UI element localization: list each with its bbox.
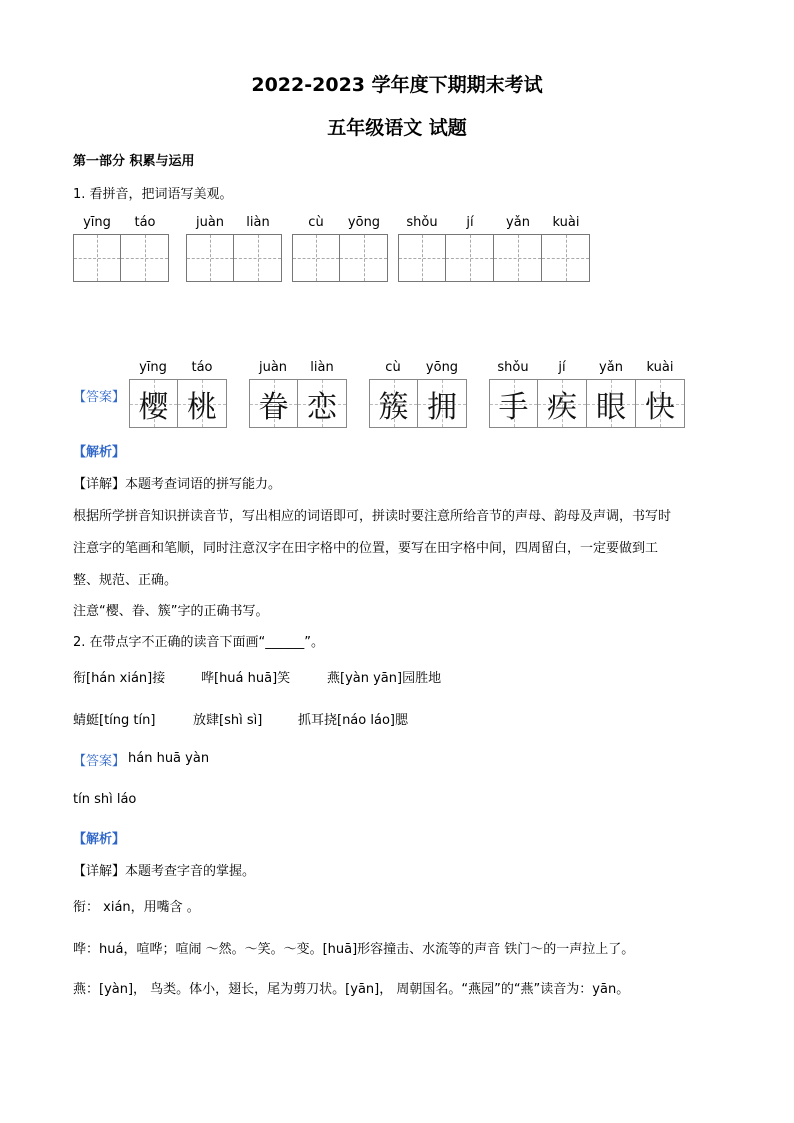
option-item: 蜻蜓[tíng tín] [73, 713, 156, 728]
pinyin-label: kuài [552, 215, 580, 230]
pinyin-label: jí [558, 360, 566, 375]
answer-word [369, 379, 467, 428]
answer-cell: 拥 [418, 379, 467, 428]
detail-heading: 【详解】本题考查词语的拼写能力。 [73, 477, 282, 492]
section-heading: 第一部分 积累与运用 [73, 154, 195, 169]
paragraph: 衔： xián，用嘴含 。 [73, 900, 200, 915]
writing-grid-group[interactable] [292, 234, 388, 282]
answer-word [129, 379, 227, 428]
analysis-tag: 【解析】 [73, 832, 126, 847]
answer-cell: 恋 [298, 379, 347, 428]
answer-cell: 樱 [129, 379, 178, 428]
writing-cell[interactable] [494, 234, 542, 282]
paragraph: 整、规范、正确。 [73, 573, 178, 588]
pinyin-label: yǎn [506, 215, 530, 230]
pinyin-label: táo [191, 360, 213, 375]
pinyin-label: kuài [646, 360, 674, 375]
paragraph: 根据所学拼音知识拼读音节，写出相应的词语即可，拼读时要注意所给音节的声母、韵母及声调，书写时 [73, 509, 672, 524]
paragraph: 注意“樱、眷、簇”字的正确书写。 [73, 604, 269, 619]
pinyin-label: yǎn [599, 360, 623, 375]
pinyin-label: liàn [246, 215, 270, 230]
writing-cell[interactable] [292, 234, 340, 282]
option-item: 放肆[shì sì] [193, 713, 263, 728]
pinyin-label: juàn [195, 215, 225, 230]
pinyin-label: shǒu [497, 360, 529, 375]
question-2-prompt: 2. 在带点字不正确的读音下面画“______”。 [73, 635, 325, 650]
answer-cell: 簇 [369, 379, 418, 428]
option-item: 衔[hán xián]接 [73, 671, 166, 686]
pinyin-label: cù [385, 360, 401, 375]
answer-text: hán huā yàn [128, 751, 210, 766]
pinyin-label: liàn [310, 360, 334, 375]
writing-cell[interactable] [186, 234, 234, 282]
paragraph: 燕：[yàn]， 鸟类。体小，翅长，尾为剪刀状。[yān]， 周朝国名。“燕园”的“燕”读音为：yān。 [73, 982, 630, 997]
option-item: 燕[yàn yān]园胜地 [327, 671, 442, 686]
writing-grid-group[interactable] [398, 234, 590, 282]
pinyin-label: cù [308, 215, 324, 230]
writing-cell[interactable] [340, 234, 388, 282]
option-item: 抓耳挠[náo láo]腮 [298, 713, 408, 728]
answer-cell: 快 [636, 379, 685, 428]
writing-cell[interactable] [398, 234, 446, 282]
writing-cell[interactable] [234, 234, 282, 282]
detail-heading: 【详解】本题考查字音的掌握。 [73, 864, 256, 879]
paragraph: 哗：huá，喧哗；喧闹 ～然。～笑。～变。[huā]形容撞击、水流等的声音 铁门～的一声拉上了。 [73, 942, 635, 957]
pinyin-label: táo [134, 215, 156, 230]
answer-cell: 疾 [538, 379, 587, 428]
writing-cell[interactable] [542, 234, 590, 282]
pinyin-label: jí [466, 215, 474, 230]
answer-cell: 眼 [587, 379, 636, 428]
option-item: 哗[huá huā]笑 [201, 671, 291, 686]
pinyin-label: yōng [425, 360, 459, 375]
writing-cell[interactable] [73, 234, 121, 282]
exam-title: 2022-2023 学年度下期期末考试 [251, 74, 543, 96]
answer-cell: 眷 [249, 379, 298, 428]
answer-tag: 【答案】 [73, 754, 126, 769]
pinyin-label: yōng [347, 215, 381, 230]
question-1-prompt: 1. 看拼音，把词语写美观。 [73, 187, 233, 202]
writing-cell[interactable] [446, 234, 494, 282]
pinyin-label: shǒu [406, 215, 438, 230]
paragraph: 注意字的笔画和笔顺，同时注意汉字在田字格中的位置，要写在田字格中间，四周留白，一定要做到工 [73, 541, 659, 556]
writing-grid-group[interactable] [186, 234, 282, 282]
writing-grid-group[interactable] [73, 234, 169, 282]
answer-word [489, 379, 685, 428]
answer-cell: 手 [489, 379, 538, 428]
answer-text: tín shì láo [73, 792, 137, 807]
analysis-tag: 【解析】 [73, 445, 126, 460]
pinyin-label: juàn [258, 360, 288, 375]
answer-tag: 【答案】 [73, 390, 126, 405]
pinyin-label: yīng [139, 360, 167, 375]
writing-cell[interactable] [121, 234, 169, 282]
pinyin-label: yīng [83, 215, 111, 230]
answer-word [249, 379, 347, 428]
answer-cell: 桃 [178, 379, 227, 428]
exam-subtitle: 五年级语文 试题 [327, 117, 467, 139]
